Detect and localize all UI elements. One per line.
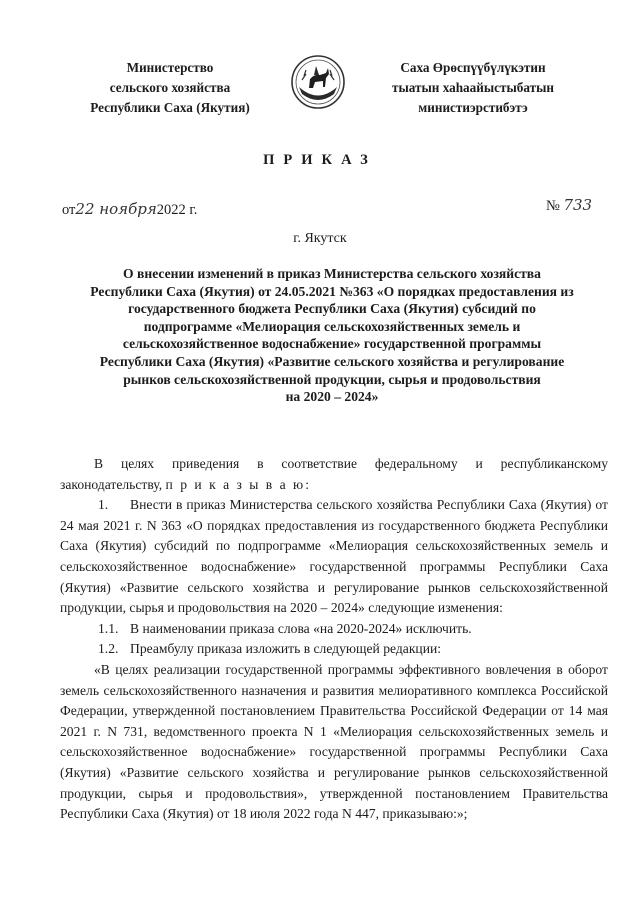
order-heading (58, 265, 606, 406)
heading-line: рынков сельскохозяйственной продукции, сырья и продовольствия (123, 371, 541, 387)
item-number: 1. (98, 497, 109, 513)
item-1-text: Внести в приказ Министерства сельского хозяйства Республики Саха (Якутия) от 24 мая 2021 г. N 363 «О порядках предоставления из государственного бюджета Республики Саха (Якутия) субсидий по подпрограмме «Мелиорация сельскохозяйственных земель и сельскохозяйственное водоснабжение» государственной программы Республики Саха (Якутия) «Развитие сельского хозяйства и регулирование рынков сельскохозяйственной продукции, сырья и продовольствия на 2020 – 2024» следующие изменения: (60, 497, 608, 616)
order-body (60, 454, 608, 825)
preamble-quote: «В целях реализации государственной программы эффективного вовлечения в оборот земель сельскохозяйственного назначения и развития мелиоративного комплекса Российской Федерации, утвержденной постановлением Правительства Российской Федерации от 14 мая 2021 г. N 731, ведомственного проекта N 1 «Мелиорация сельскохозяйственных земель и сельскохозяйственное водоснабжение» государственной программы Республики Саха (Якутия) «Развитие сельского хозяйства и регулирование рынков сельскохозяйственной продукции, сырья и продовольствия», утвержденной постановлением Правительства Республики Саха (Якутия) от 18 июля 2022 года N 447, приказываю:»; (60, 661, 608, 822)
emblem-icon (290, 54, 346, 110)
item-text: Преамбулу приказа изложить в следующей редакции: (130, 641, 442, 657)
heading-line: Республики Саха (Якутия) от 24.05.2021 №363 «О порядках предоставления из (90, 283, 574, 299)
heading-line: Республики Саха (Якутия) «Развитие сельского хозяйства и регулирование (99, 353, 565, 369)
item-1-1 (60, 619, 608, 640)
heading-line: на 2020 – 2024» (285, 389, 379, 405)
header-right-line: тыатын хаһаайыстыбатын (392, 80, 554, 95)
intro-command: п р и к а з ы в а ю: (165, 476, 311, 492)
ministry-name-russian (60, 58, 280, 118)
date-prefix: от (62, 202, 76, 218)
heading-line: О внесении изменений в приказ Министерства сельского хозяйства (123, 266, 541, 281)
heading-line: подпрограмме «Мелиорация сельскохозяйственных земель и (143, 318, 521, 334)
header-left-line: Министерство (126, 60, 214, 75)
item-1-2 (60, 639, 608, 660)
header-left-line: сельского хозяйства (109, 80, 231, 95)
intro-paragraph (60, 454, 608, 495)
header-left-line: Республики Саха (Якутия) (90, 100, 250, 115)
heading-line: сельскохозяйственное водоснабжение» государственной программы (122, 336, 542, 352)
number-handwritten: 733 (563, 196, 593, 214)
item-number: 1.1. (98, 620, 119, 636)
heading-line: государственного бюджета Республики Саха (Якутия) субсидий по (128, 301, 536, 317)
item-number: 1.2. (98, 641, 119, 657)
city: г. Якутск (293, 231, 347, 246)
header-right-line: министиэрстибэтэ (418, 100, 528, 115)
date-handwritten: 22 ноября (75, 200, 157, 218)
order-date (62, 200, 197, 219)
intro-text: В целях приведения в соответствие федеральному и республиканскому законодательству, (60, 456, 608, 492)
header-right-line: Саха Өрөспүүбүлүкэтин (400, 60, 546, 75)
number-prefix: № (546, 198, 560, 214)
order-number (546, 196, 592, 215)
item-text: В наименовании приказа слова «на 2020-2024» исключить. (130, 620, 472, 636)
ministry-name-yakut (348, 58, 598, 118)
document-type-title: ПРИКАЗ (263, 152, 377, 168)
date-year: 2022 г. (156, 202, 198, 218)
